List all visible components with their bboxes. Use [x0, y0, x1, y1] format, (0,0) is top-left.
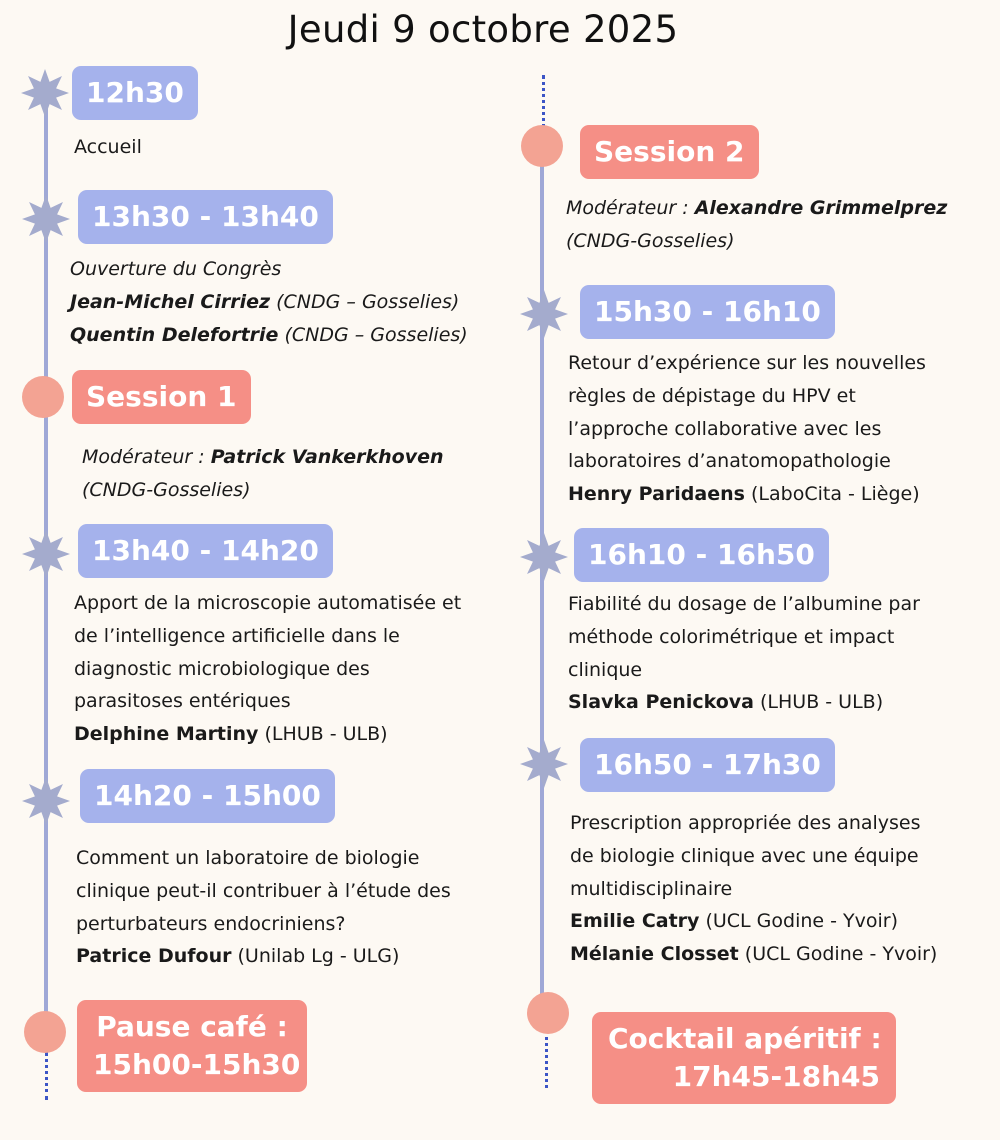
- right-timeline-dots-bottom: [545, 1030, 548, 1088]
- item-description: Accueil: [74, 136, 142, 158]
- agenda-item-hpv: [568, 347, 926, 511]
- star-marker-icon: [520, 290, 568, 338]
- session-moderator: [566, 192, 947, 258]
- cocktail-label: Cocktail apéritif :: [608, 1022, 882, 1055]
- time-badge: 12h30: [72, 66, 198, 120]
- item-description-line: parasitoses entériques: [74, 690, 291, 713]
- cocktail-time: 17h45-18h45: [672, 1060, 880, 1093]
- moderator-affiliation: (CNDG-Gosselies): [82, 478, 251, 501]
- time-badge: 16h10 - 16h50: [574, 528, 829, 582]
- star-marker-icon: [21, 69, 69, 117]
- speaker-name: Quentin Delefortrie: [70, 323, 279, 346]
- speaker-name: Emilie Catry: [570, 910, 700, 933]
- speaker-affiliation: (CNDG – Gosselies): [270, 290, 460, 313]
- item-description-line: Apport de la microscopie automatisée et: [74, 592, 462, 614]
- item-description-line: clinique: [568, 658, 643, 681]
- item-description-line: perturbateurs endocriniens?: [76, 912, 346, 935]
- speaker-name: Mélanie Closset: [570, 943, 739, 966]
- cocktail-badge: [592, 1012, 896, 1104]
- pause-time: 15h00-15h30: [93, 1048, 301, 1081]
- agenda-item-accueil: [74, 131, 142, 164]
- agenda-item-albumine: [568, 588, 920, 719]
- item-description-line: l’approche collaborative avec les: [568, 417, 882, 440]
- item-description-line: clinique peut-il contribuer à l’étude des: [76, 879, 451, 902]
- speaker-affiliation: (LHUB - ULB): [258, 723, 388, 746]
- moderator-name: Alexandre Grimmelprez: [694, 197, 948, 219]
- pause-label: Pause café :: [96, 1010, 288, 1043]
- speaker-affiliation: (CNDG – Gosselies): [278, 323, 468, 346]
- item-description-line: laboratoires d’anatomopathologie: [568, 450, 891, 473]
- item-description: Ouverture du Congrès: [70, 258, 282, 280]
- circle-marker-icon: [527, 992, 569, 1034]
- item-description-line: règles de dépistage du HPV et: [568, 384, 856, 407]
- time-badge: 14h20 - 15h00: [80, 769, 335, 823]
- agenda-item-ouverture: [70, 253, 468, 351]
- time-badge: 16h50 - 17h30: [580, 738, 835, 792]
- circle-marker-icon: [22, 376, 64, 418]
- item-description-line: de l’intelligence artificielle dans le: [74, 624, 400, 647]
- moderator-label: Modérateur :: [566, 197, 695, 219]
- item-description-line: diagnostic microbiologique des: [74, 657, 370, 680]
- item-description-line: Retour d’expérience sur les nouvelles: [568, 352, 926, 374]
- star-marker-icon: [22, 195, 70, 243]
- session-badge: Session 2: [580, 125, 759, 179]
- speaker-affiliation: (LHUB - ULB): [753, 691, 884, 714]
- left-timeline-dots: [45, 1052, 48, 1100]
- time-badge: 13h40 - 14h20: [78, 524, 333, 578]
- time-badge: 15h30 - 16h10: [580, 285, 835, 339]
- item-description-line: de biologie clinique avec une équipe: [570, 844, 919, 867]
- item-description-line: Fiabilité du dosage de l’albumine par: [568, 593, 920, 615]
- speaker-name: Jean-Michel Cirriez: [70, 290, 271, 313]
- moderator-affiliation: (CNDG-Gosselies): [566, 229, 735, 252]
- session-moderator: [82, 441, 444, 507]
- item-description-line: multidisciplinaire: [570, 877, 733, 900]
- circle-marker-icon: [521, 125, 563, 167]
- speaker-affiliation: (Unilab Lg - ULG): [231, 945, 400, 968]
- item-description-line: Comment un laboratoire de biologie: [76, 847, 420, 869]
- star-marker-icon: [520, 740, 568, 788]
- star-marker-icon: [22, 530, 70, 578]
- moderator-name: Patrick Vankerkhoven: [210, 446, 444, 468]
- session-badge: Session 1: [72, 370, 251, 424]
- item-description-line: méthode colorimétrique et impact: [568, 625, 895, 648]
- agenda-item-microscopie: [74, 587, 461, 751]
- pause-badge: [77, 1000, 307, 1092]
- item-description-line: Prescription appropriée des analyses: [570, 812, 921, 834]
- speaker-affiliation: (UCL Godine - Yvoir): [738, 943, 938, 966]
- speaker-name: Delphine Martiny: [74, 723, 259, 746]
- speaker-name: Henry Paridaens: [568, 483, 745, 506]
- moderator-label: Modérateur :: [82, 446, 211, 468]
- speaker-affiliation: (LaboCita - Liège): [744, 483, 920, 506]
- star-marker-icon: [520, 533, 568, 581]
- speaker-affiliation: (UCL Godine - Yvoir): [699, 910, 899, 933]
- page-title: Jeudi 9 octobre 2025: [287, 8, 679, 51]
- speaker-name: Slavka Penickova: [568, 691, 754, 714]
- agenda-item-perturbateurs: [76, 842, 451, 973]
- agenda-item-prescription: [570, 807, 937, 971]
- circle-marker-icon: [24, 1011, 66, 1053]
- speaker-name: Patrice Dufour: [76, 945, 232, 968]
- star-marker-icon: [22, 777, 70, 825]
- time-badge: 13h30 - 13h40: [78, 190, 333, 244]
